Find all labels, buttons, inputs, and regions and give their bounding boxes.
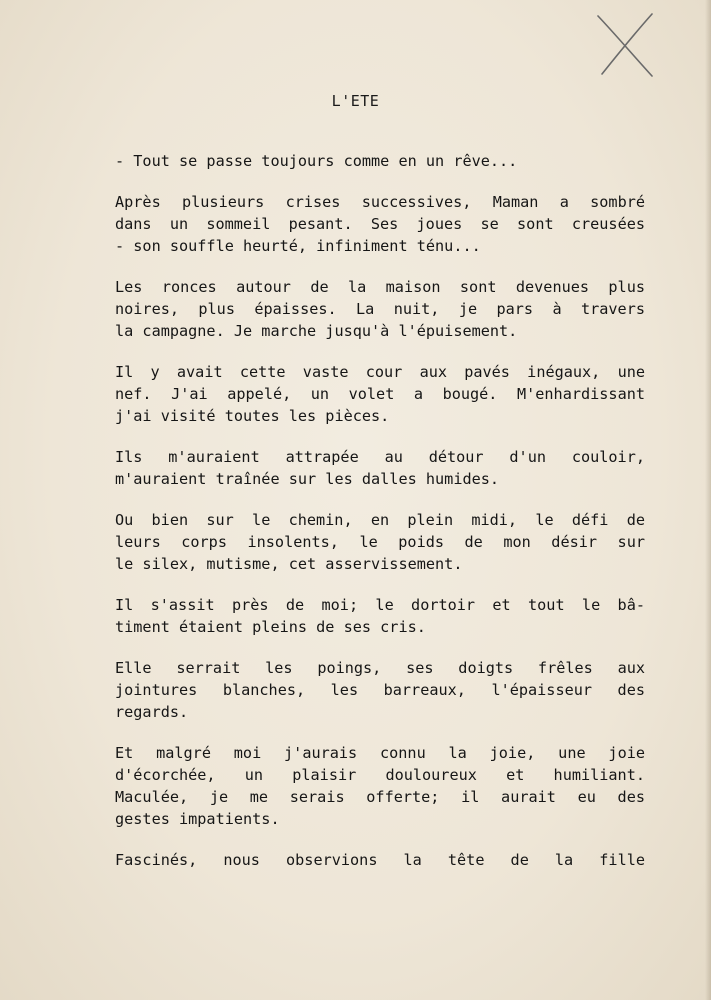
text-line: Maculée, je me serais offerte; il aurait eu des	[115, 788, 645, 806]
handwritten-cross-mark	[590, 10, 660, 80]
document-title: L'ETE	[331, 92, 380, 110]
document-body	[115, 150, 645, 890]
text-line: Fascinés, nous observions la tête de la fille	[115, 851, 645, 869]
text-line: regards.	[115, 703, 189, 721]
text-line: Il s'assit près de moi; le dortoir et tout le bâ-	[115, 596, 645, 614]
text-line: la campagne. Je marche jusqu'à l'épuisement.	[115, 322, 518, 340]
text-line: - son souffle heurté, infiniment ténu...	[115, 237, 481, 255]
paragraph	[115, 150, 645, 172]
text-line: nef. J'ai appelé, un volet a bougé. M'enhardissant	[115, 385, 645, 403]
text-line: le silex, mutisme, cet asservissement.	[115, 555, 463, 573]
page-edge-shadow	[705, 0, 711, 1000]
text-line: Et malgré moi j'aurais connu la joie, une joie	[115, 744, 645, 762]
text-line: gestes impatients.	[115, 810, 280, 828]
text-line: dans un sommeil pesant. Ses joues se sont creusées	[115, 215, 645, 233]
text-line: noires, plus épaisses. La nuit, je pars à travers	[115, 300, 645, 318]
text-line: m'auraient traînée sur les dalles humides.	[115, 470, 500, 488]
paragraph	[115, 361, 645, 427]
paragraph	[115, 849, 645, 871]
paragraph	[115, 191, 645, 257]
text-line: Ou bien sur le chemin, en plein midi, le défi de	[115, 511, 645, 529]
text-line: Après plusieurs crises successives, Maman a sombré	[115, 193, 645, 211]
paragraph	[115, 594, 645, 638]
text-line: Les ronces autour de la maison sont devenues plus	[115, 278, 645, 296]
text-line: d'écorchée, un plaisir douloureux et humiliant.	[115, 766, 645, 784]
paragraph	[115, 742, 645, 830]
text-line: leurs corps insolents, le poids de mon désir sur	[115, 533, 645, 551]
text-line: timent étaient pleins de ses cris.	[115, 618, 426, 636]
text-line: Il y avait cette vaste cour aux pavés inégaux, une	[115, 363, 645, 381]
text-line: Ils m'auraient attrapée au détour d'un couloir,	[115, 448, 645, 466]
text-line: Elle serrait les poings, ses doigts frêles aux	[115, 659, 645, 677]
paragraph	[115, 276, 645, 342]
paragraph	[115, 657, 645, 723]
text-line: j'ai visité toutes les pièces.	[115, 407, 390, 425]
text-line: jointures blanches, les barreaux, l'épaisseur des	[115, 681, 645, 699]
text-line: - Tout se passe toujours comme en un rêve...	[115, 152, 518, 170]
paragraph	[115, 446, 645, 490]
paragraph	[115, 509, 645, 575]
